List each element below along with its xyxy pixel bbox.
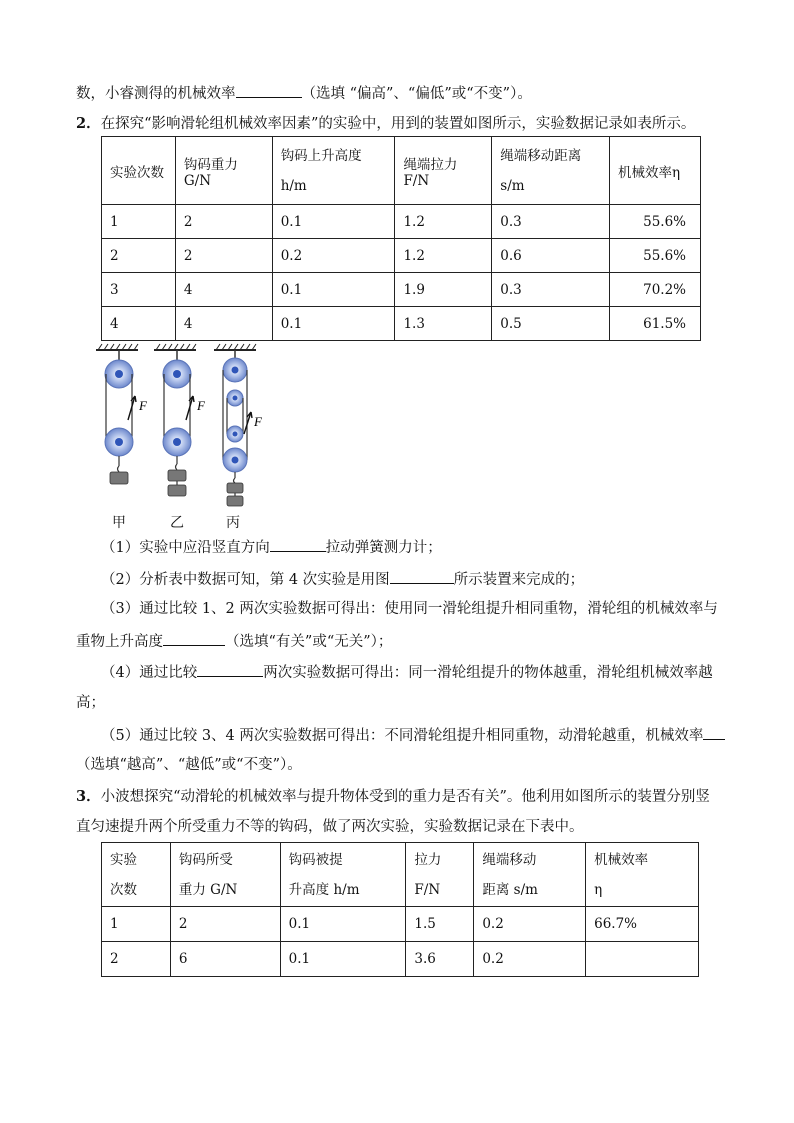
table-cell: 0.3 (492, 205, 610, 239)
setup-yi (154, 344, 206, 496)
sub4-suffix: 两次实验数据可得出：同一滑轮组提升的物体越重，滑轮组机械效率越 (263, 665, 713, 681)
caption-bing: 丙 (226, 515, 240, 531)
header-text: 钩码重力 G/N (183, 156, 238, 189)
q3-stem-text: 小波想探究“动滑轮的机械效率与提升物体受到的重力是否有关”。他利用如图所示的装置分别竖 (100, 789, 710, 805)
table-header-cell (586, 843, 699, 907)
pulley-axle (173, 438, 181, 446)
header-text: 机械效率η (618, 164, 681, 181)
table-cell: 2 (175, 205, 272, 239)
sub5-text-2: （选填“越高”、“越低”或“不变”）。 (76, 757, 302, 773)
table-cell: 55.6% (610, 205, 701, 239)
table-header-row (102, 843, 699, 907)
table-cell: 1.2 (395, 239, 492, 273)
header-text: 实验次数 (110, 164, 164, 181)
table-header-cell (406, 843, 474, 907)
pulley-axle (233, 432, 238, 437)
table-cell: 4 (102, 307, 176, 341)
q2-number: 2． (76, 115, 101, 132)
header-text: 绳端拉力 F/N (403, 156, 458, 189)
table-cell: 1 (102, 205, 176, 239)
header-text: 绳端移动 (482, 851, 537, 868)
header-text: 机械效率 (594, 851, 649, 868)
q3-data-table (101, 842, 699, 977)
answer-blank[interactable] (270, 536, 326, 552)
force-label-f: F (254, 414, 262, 429)
weight-block (227, 483, 243, 493)
force-label-f: F (139, 398, 147, 413)
answer-blank[interactable] (197, 661, 263, 677)
q2-sub2 (101, 568, 584, 590)
sub5-text: （5）通过比较 3、4 两次实验数据可得出：不同滑轮组提升相同重物，动滑轮越重，机械效率 (101, 728, 704, 744)
pulley-axle (173, 370, 181, 378)
pulley-axle (115, 370, 123, 378)
sub4-text-2: 高； (76, 695, 105, 711)
table-header-cell (474, 843, 586, 907)
header-text: 实验 (110, 851, 137, 868)
table-cell: 1.5 (406, 907, 474, 942)
table-cell: 0.1 (272, 307, 395, 341)
header-text: 次数 (110, 881, 137, 898)
table-cell: 1.3 (395, 307, 492, 341)
q3-number: 3． (76, 788, 101, 805)
table-cell: 0.2 (272, 239, 395, 273)
weight-block (227, 496, 243, 506)
header-text: 绳端移动距离 (500, 147, 582, 164)
pulley-axle (115, 438, 123, 446)
sub2-text: （2）分析表中数据可知，第 4 次实验是用图 (101, 572, 390, 588)
continuation-suffix: （选填 “偏高”、“偏低”或“不变”）。 (301, 86, 532, 102)
table-cell: 2 (102, 942, 171, 977)
sub3-text-2: 重物上升高度 (76, 634, 163, 650)
sub1-suffix: 拉动弹簧测力计； (325, 540, 442, 556)
header-text: η (594, 881, 603, 898)
sub4-text: （4）通过比较 (101, 665, 198, 681)
table-cell: 0.1 (272, 205, 395, 239)
table-cell: 3.6 (406, 942, 474, 977)
q2-sub4-line1 (101, 661, 713, 683)
table-row (102, 205, 701, 239)
sub2-suffix: 所示装置来完成的； (453, 572, 585, 588)
table-cell[interactable] (586, 942, 699, 977)
table-row (102, 942, 699, 977)
answer-blank[interactable] (236, 82, 302, 98)
table-cell: 0.1 (280, 907, 406, 942)
header-text: 距离 s/m (482, 881, 538, 898)
table-cell: 0.3 (492, 273, 610, 307)
q2-data-table (101, 136, 701, 341)
table-cell: 0.2 (474, 942, 586, 977)
table-row (102, 907, 699, 942)
table-row (102, 273, 701, 307)
sub3-suffix: （选填“有关”或“无关”）； (225, 634, 393, 650)
q2-sub3-line2 (76, 630, 392, 652)
header-text: h/m (280, 177, 307, 194)
q2-stem-text: 在探究“影响滑轮组机械效率因素”的实验中，用到的装置如图所示，实验数据记录如表所示。 (100, 116, 696, 132)
table-header-cell (175, 137, 272, 205)
q2-sub4-line2 (76, 693, 105, 713)
table-cell: 1.2 (395, 205, 492, 239)
table-cell: 0.5 (492, 307, 610, 341)
q3-stem-text-2: 直匀速提升两个所受重力不等的钩码，做了两次实验，实验数据记录在下表中。 (76, 819, 584, 835)
header-text: 钩码被提 (288, 851, 343, 868)
table-cell: 55.6% (610, 239, 701, 273)
pulley-axle (232, 367, 239, 374)
pulley-figure (92, 340, 267, 535)
header-text: F/N (414, 881, 441, 898)
table-cell: 66.7% (586, 907, 699, 942)
q3-stem-line1 (76, 787, 710, 807)
table-cell: 4 (175, 307, 272, 341)
table-header-cell (395, 137, 492, 205)
q2-sub3-line1 (101, 599, 718, 619)
table-cell: 61.5% (610, 307, 701, 341)
ceiling-support (154, 344, 196, 350)
hook (234, 478, 236, 483)
table-cell: 4 (175, 273, 272, 307)
table-cell: 1.9 (395, 273, 492, 307)
q2-sub5-line2 (76, 755, 302, 775)
table-cell: 6 (170, 942, 280, 977)
table-row (102, 307, 701, 341)
ceiling-support (214, 344, 256, 350)
table-header-row (102, 137, 701, 205)
hook (176, 464, 178, 470)
header-text: 钩码所受 (178, 851, 233, 868)
table-header-cell (280, 843, 406, 907)
weight-block (110, 472, 128, 484)
q3-stem-line2 (76, 817, 584, 837)
table-cell: 70.2% (610, 273, 701, 307)
setup-jia (96, 344, 148, 484)
header-text: 重力 G/N (178, 881, 238, 898)
continuation-text: 数，小睿测得的机械效率 (76, 86, 236, 102)
header-text: 升高度 h/m (288, 881, 360, 898)
table-cell: 2 (102, 239, 176, 273)
weight-block (168, 470, 186, 481)
weight-block (168, 485, 186, 496)
table-cell: 3 (102, 273, 176, 307)
caption-jia: 甲 (112, 515, 126, 531)
ceiling-support (96, 344, 138, 350)
pulley-diagram (92, 340, 267, 510)
table-header-cell (170, 843, 280, 907)
sub1-text: （1）实验中应沿竖直方向 (101, 540, 270, 556)
header-text: 钩码上升高度 (280, 147, 362, 164)
sub3-text: （3）通过比较 1、2 两次实验数据可得出：使用同一滑轮组提升相同重物，滑轮组的机械效率与 (101, 601, 718, 617)
header-text: 拉力 (414, 851, 442, 868)
table-cell: 2 (170, 907, 280, 942)
table-cell: 2 (175, 239, 272, 273)
answer-blank[interactable] (703, 724, 725, 740)
table-header-cell (272, 137, 395, 205)
setup-bing (214, 344, 263, 506)
table-cell: 0.1 (280, 942, 406, 977)
table-cell: 0.2 (474, 907, 586, 942)
table-cell: 1 (102, 907, 171, 942)
table-header-cell (102, 137, 176, 205)
force-label-f: F (197, 398, 205, 413)
answer-blank[interactable] (163, 630, 225, 646)
table-cell: 0.6 (492, 239, 610, 273)
table-header-cell (610, 137, 701, 205)
table-row (102, 239, 701, 273)
table-header-cell (102, 843, 171, 907)
pulley-axle (232, 457, 239, 464)
caption-yi: 乙 (170, 515, 184, 531)
table-cell: 0.1 (272, 273, 395, 307)
q2-sub5-line1 (101, 724, 725, 746)
continuation-line (76, 82, 532, 104)
table-header-cell (492, 137, 610, 205)
q2-stem (76, 114, 695, 134)
hook (118, 466, 120, 472)
header-text: s/m (500, 177, 525, 194)
q2-sub1 (101, 536, 442, 558)
pulley-axle (233, 396, 238, 401)
answer-blank[interactable] (390, 568, 454, 584)
